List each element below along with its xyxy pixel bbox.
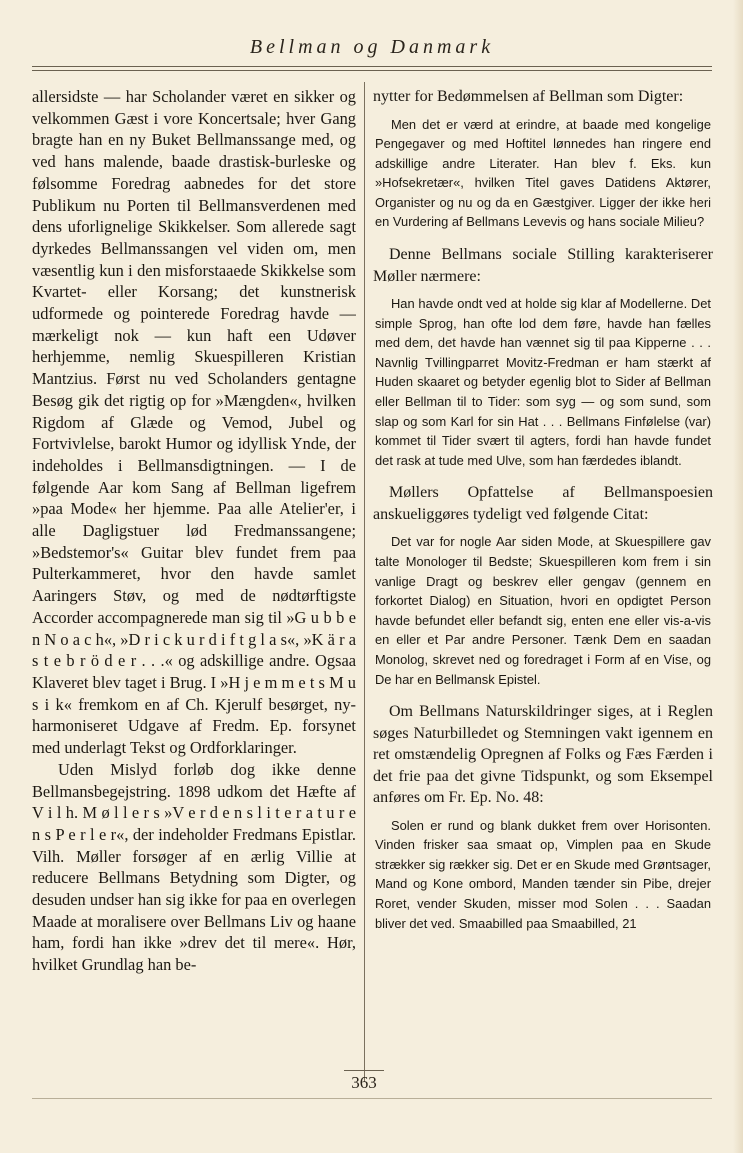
paragraph: Uden Mislyd forløb dog ikke denne Bellmansbegejstring. 1898 udkom det Hæfte af V i l h. M ø l l e r s »V e r d e n s l i t e r a t u r e n s P e r l e r«, der indeholder Fredmans Epistlar. Vilh. Møller forsøger af en ærlig Villie at reducere Bellmans Betydning som Digter, og desuden undser han sig ikke for paa en overlegen Maade at moralisere over Bellmans Liv og haane ham, fordi han ikke »drev det til mere«. Hør, hvilket Grundlag han be- xyxy=(32,759,356,975)
left-column xyxy=(32,86,356,976)
block-quote: Men det er værd at erindre, at baade med kongelige Pengegaver og med Hoftitel lønnedes han ringere end adskillige andre Literater. Han blev f. Eks. kun »Hofsekretær«, hvilken Titel gaves Datidens Aktører, Organister og nu og da en Gæstgiver. Ligger der ikke heri en Vurdering af Bellmans Levevis og hans sociale Milieu? xyxy=(375,116,711,230)
header-rule-thin xyxy=(32,70,712,71)
paragraph: nytter for Bedømmelsen af Bellman som Digter: xyxy=(373,88,684,105)
header-rule xyxy=(32,66,712,67)
block-quote: Han havde ondt ved at holde sig klar af Modellerne. Det simple Sprog, han ofte lod dem føre, havde han fælles med dem, det havde han vænnet sig til paa Kipperne . . . Navnlig Tvillingparret Movitz-Fredman er ham stærkt af Huden skaaret og betyder egenlig blot to Sider af Bellman eller Bellman til to Tider: som syg — og som sund, som slap og som Karl for sin Hat . . . Bellmans Finfølelse (var) kommet til Tider svært til agters, fordi han havde fundet det rask at tude med Ulve, som han færdedes iblandt. xyxy=(375,296,711,468)
paragraph: Om Bellmans Naturskildringer siges, at i Reglen søges Naturbilledet og Stemningen vakt igennem en ret omstændelig Opregnen af Folks og Fæs Færden i det frie paa det givne Tidspunkt, og som Eksempel anføres om Fr. Ep. No. 48: xyxy=(373,703,713,807)
paragraph: Denne Bellmans sociale Stilling karakteriserer Møller nærmere: xyxy=(373,246,713,285)
block-quote: Solen er rund og blank dukket frem over Horisonten. Vinden frisker saa smaat op, Vimplen paa en Skude strækker sig rækker sig. Det er en Skude med Grøntsager, Mand og Kone ombord, Manden tænder sin Pibe, drejer Roret, vender Skuden, misser mod Solen . . . Saadan bliver det ved. Smaabilled paa Smaabilled, 21 xyxy=(375,817,711,931)
running-header: Bellman og Danmark xyxy=(249,36,495,58)
column-divider xyxy=(364,82,365,1082)
paragraph: allersidste — har Scholander været en sikker og velkommen Gæst i vore Koncertsale; hver Gang bragte han en ny Buket Bellmanssange med, og ved hans malende, baade drastisk-burleske og følsomme Foredrag aabnedes for det store Publikum nu Porten til Bellmansverdenen med dens uforlignelige Skikkelser. Som allerede sagt dyrkedes Bellmanssangen vel viden om, men væsentlig kun i den misforstaaede Skikkelse som Kvartet- eller Korsang; det kunstnerisk udformede og pointerede Foredrag havde — mærkeligt nok — kun haft een Udøver herhjemme, nemlig Skuespilleren Kristian Mantzius. Først nu ved Scholanders gentagne Besøg gik det rigtig op for »Mængden«, hvilken Rigdom af Glæde og Vemod, Jubel og Fortvivlelse, barokt Humor og idyllisk Ynde, der indeholdes i Bellmansdigtningen. — I de følgende Aar kom Sang af Bellman ligefrem »paa Mode« her hjemme. Paa alle Atelier'er, i alle Dagligstuer lød Fredmanssangene; »Bedstemor's« Guitar blev fundet frem paa Pulterkammeret, hvor den havde samlet Aaringers Støv, og med de nødtørftigste Accorder accompagnerede man sig til »G u b b e n N o a c h«, »D r i c k u r d i f t g l a s«, »K ä r a s t e b r ö d e r . . .« og adskillige andre. Ogsaa Klaveret blev taget i Brug. I »H j e m m e t s M u s i k« fremkom en af Ch. Kjerulf besørget, ny-harmoniseret Udgave af Fredm. Ep. forsynet med underlagt Tekst og Ordforklaringer. xyxy=(32,87,356,758)
right-column xyxy=(373,86,713,933)
page-edge-shadow xyxy=(733,0,743,1153)
footer-rule xyxy=(32,1098,712,1099)
page-number: 363 xyxy=(344,1070,384,1093)
paragraph: Møllers Opfattelse af Bellmanspoesien anskueliggøres tydeligt ved følgende Citat: xyxy=(373,484,713,523)
block-quote: Det var for nogle Aar siden Mode, at Skuespillere gav talte Monologer til Bedste; Skuespilleren kom frem i sin vanlige Dragt og beskrev eller gengav (gennem en forkortet Dialog) en Situation, hvori en opdigtet Person havde befundet eller befandt sig, enten ene eller vis-a-vis en eller et Par andre Personer. Tænk Dem en saadan Monolog, skrevet ned og foredraget i Form af en Vise, og De har en Bellmansk Epistel. xyxy=(375,534,711,687)
